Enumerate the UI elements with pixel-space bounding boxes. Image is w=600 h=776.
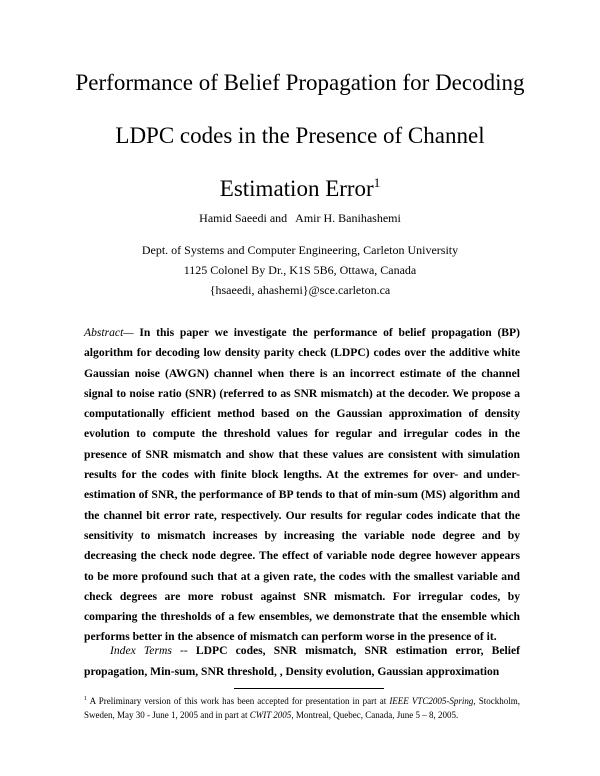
title-line-3	[40, 162, 560, 215]
footnote-venue-2: CWIT 2005	[249, 710, 292, 720]
affiliation-block	[0, 240, 600, 300]
footnote-divider	[234, 688, 384, 689]
footnote-venue-1: IEEE VTC2005-Spring	[389, 696, 474, 706]
index-terms-text: LDPC codes, SNR mismatch, SNR estimation error, Belief propagation, Min-sum, SNR threshold, , Density evolution, Gaussian approximation	[84, 644, 520, 678]
abstract	[84, 323, 520, 648]
author-2: Amir H. Banihashemi	[295, 211, 401, 225]
title-line-1: Performance of Belief Propagation for Decoding	[75, 70, 525, 95]
index-terms	[84, 640, 520, 682]
footnote-text-a: A Preliminary version of this work has been accepted for presentation in part at	[89, 696, 387, 706]
abstract-text: In this paper we investigate the performance of belief propagation (BP) algorithm for decoding low density parity check (LDPC) codes over the additive white Gaussian noise (AWGN) channel when there is an incorrect estimate of the channel signal to noise ratio (SNR) (referred to as SNR mismatch) at the decoder. We propose a computationally efficient method based on the Gaussian approximation of density evolution to compute the threshold values for regular and irregular codes in the presence of SNR mismatch and show that these values are consistent with simulation results for the codes with finite block lengths. At the extremes for over- and under-estimation of SNR, the performance of BP tends to that of min-sum (MS) algorithm and the channel bit error rate, respectively. Our results for regular codes indicate that the sensitivity to mismatch increases by increasing the variable node degree and by decreasing the check node degree. The effect of variable node degree however appears to be more profound such that at a given rate, the codes with the smallest variable and check degrees are more robust against SNR mismatch. For irregular codes, by comparing the thresholds of a few ensembles, we demonstrate that the ensemble which performs better in the absence of mismatch can perform worse in the presence of it.	[84, 326, 520, 644]
author-1: Hamid Saeedi and	[199, 211, 288, 225]
affiliation-address: 1125 Colonel By Dr., K1S 5B6, Ottawa, Canada	[183, 263, 417, 277]
title-line-3-text: Estimation Error	[219, 176, 374, 201]
abstract-label: Abstract—	[84, 326, 134, 339]
affiliation-department: Dept. of Systems and Computer Engineering, Carleton University	[141, 243, 459, 257]
title-footnote-mark: 1	[373, 175, 381, 190]
paper-title	[40, 56, 560, 215]
footnote-text-b: , Stockholm, Sweden, May 30 - June 1, 2005 and in part at	[84, 696, 520, 720]
author-list	[0, 211, 600, 226]
title-line-2: LDPC codes in the Presence of Channel	[115, 123, 485, 148]
footnote	[84, 694, 520, 722]
footnote-mark: 1	[84, 696, 87, 702]
footnote-text-c: , Montreal, Quebec, Canada, June 5 – 8, 2005.	[291, 710, 459, 720]
index-terms-label: Index Terms --	[110, 644, 188, 657]
affiliation-emails: {hsaeedi, ahashemi}@sce.carleton.ca	[209, 283, 391, 297]
